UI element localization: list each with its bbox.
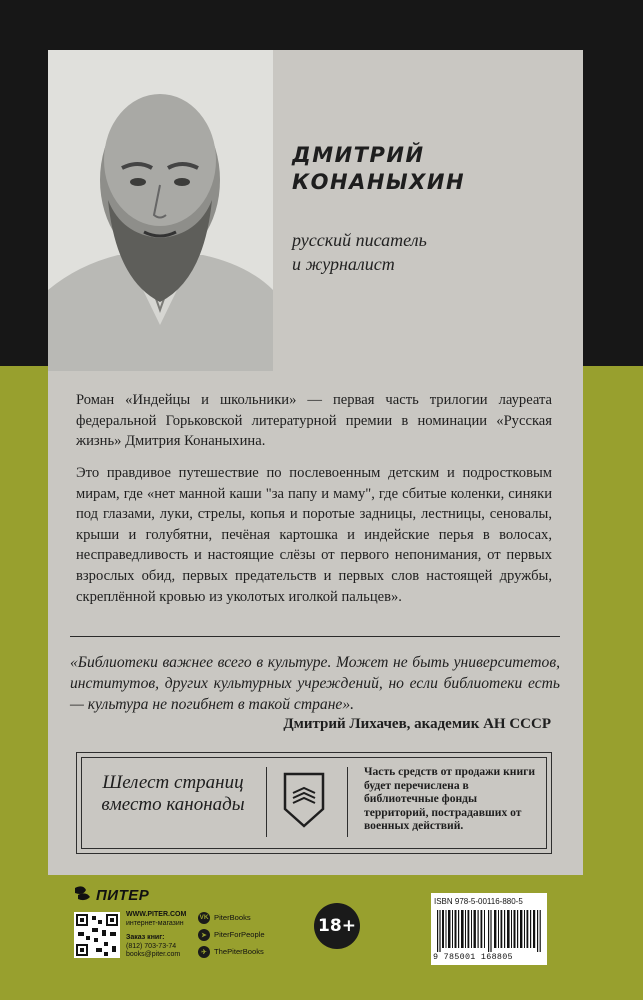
author-name-line1: ДМИТРИЙ xyxy=(292,143,425,167)
social-links xyxy=(198,909,265,960)
telegram-icon: ➤ xyxy=(198,929,210,941)
description-paragraph-2: Это правдивое путешествие по послевоенным детским и подростковым мирам, где «нет манной каши "за папу и маму", где сбитые коленки, синяки под глазами, луки, стрелы, копья и поротые задницы, лестницы, сеновалы, крыши и голубятни, печёная картошка и индейские перья в волосах, несправедливость и настоящие слёзы от первого непонимания, от первых взрослых обид, первых предательств и первых слов настоящей дружбы, скреплённой кровью из уколотых иголкой пальцев». xyxy=(76,465,552,605)
publisher-contacts xyxy=(126,911,186,960)
channel-icon: ✈ xyxy=(198,946,210,958)
publisher-site-note: интернет-магазин xyxy=(126,919,184,927)
author-name xyxy=(292,142,465,196)
quote-attribution: Дмитрий Лихачев, академик АН СССР xyxy=(283,716,551,732)
campaign-title-line1: Шелест страниц xyxy=(102,772,244,793)
social-label: PiterBooks xyxy=(214,913,251,922)
barcode xyxy=(437,910,542,952)
order-label: Заказ книг: xyxy=(126,934,165,942)
piter-logo-mark-icon xyxy=(74,884,94,902)
campaign-title xyxy=(87,772,259,816)
social-link-channel[interactable] xyxy=(198,943,265,960)
author-role xyxy=(292,228,427,276)
campaign-divider-right xyxy=(347,767,348,837)
vk-icon: VK xyxy=(198,912,210,924)
barcode-number: 9 785001 168805 xyxy=(433,952,513,962)
author-photo xyxy=(48,50,273,371)
age-rating-badge: 18+ xyxy=(314,903,360,949)
publisher-email[interactable]: books@piter.com xyxy=(126,951,181,959)
divider-line xyxy=(70,636,560,637)
description-paragraph-1: Роман «Индейцы и школьники» — первая часть трилогии лауреата федеральной Горьковской литературной премии в номинации «Русская жизнь» Дмитрия Конаныхина. xyxy=(76,392,552,450)
author-name-line2: КОНАНЫХИН xyxy=(292,170,466,194)
quote-text: «Библиотеки важнее всего в культуре. Может не быть университетов, институтов, других культурных учреждений, но если библиотеки есть — культура не погибнет в такой стране». xyxy=(70,654,560,713)
publisher-phone: (812) 703-73-74 xyxy=(126,942,177,950)
social-link-telegram[interactable] xyxy=(198,926,265,943)
author-role-line1: русский писатель xyxy=(292,230,427,250)
campaign-divider-left xyxy=(266,767,267,837)
publisher-site[interactable]: WWW.PITER.COM xyxy=(126,911,187,918)
campaign-note: Часть средств от продажи книги будет перечислена в библиотечные фонды территорий, пострадавших от военных действий. xyxy=(364,765,536,833)
campaign-box xyxy=(76,752,552,854)
author-role-line2: и журналист xyxy=(292,254,395,274)
shield-book-icon xyxy=(282,771,326,829)
social-link-vk[interactable] xyxy=(198,909,265,926)
campaign-title-line2: вместо канонады xyxy=(101,794,245,815)
social-label: PiterForPeople xyxy=(214,930,265,939)
publisher-logo: ПИТЕР xyxy=(96,887,150,904)
social-label: ThePiterBooks xyxy=(214,947,264,956)
qr-code xyxy=(74,912,120,958)
isbn-label: ISBN 978-5-00116-880-5 xyxy=(434,897,523,906)
